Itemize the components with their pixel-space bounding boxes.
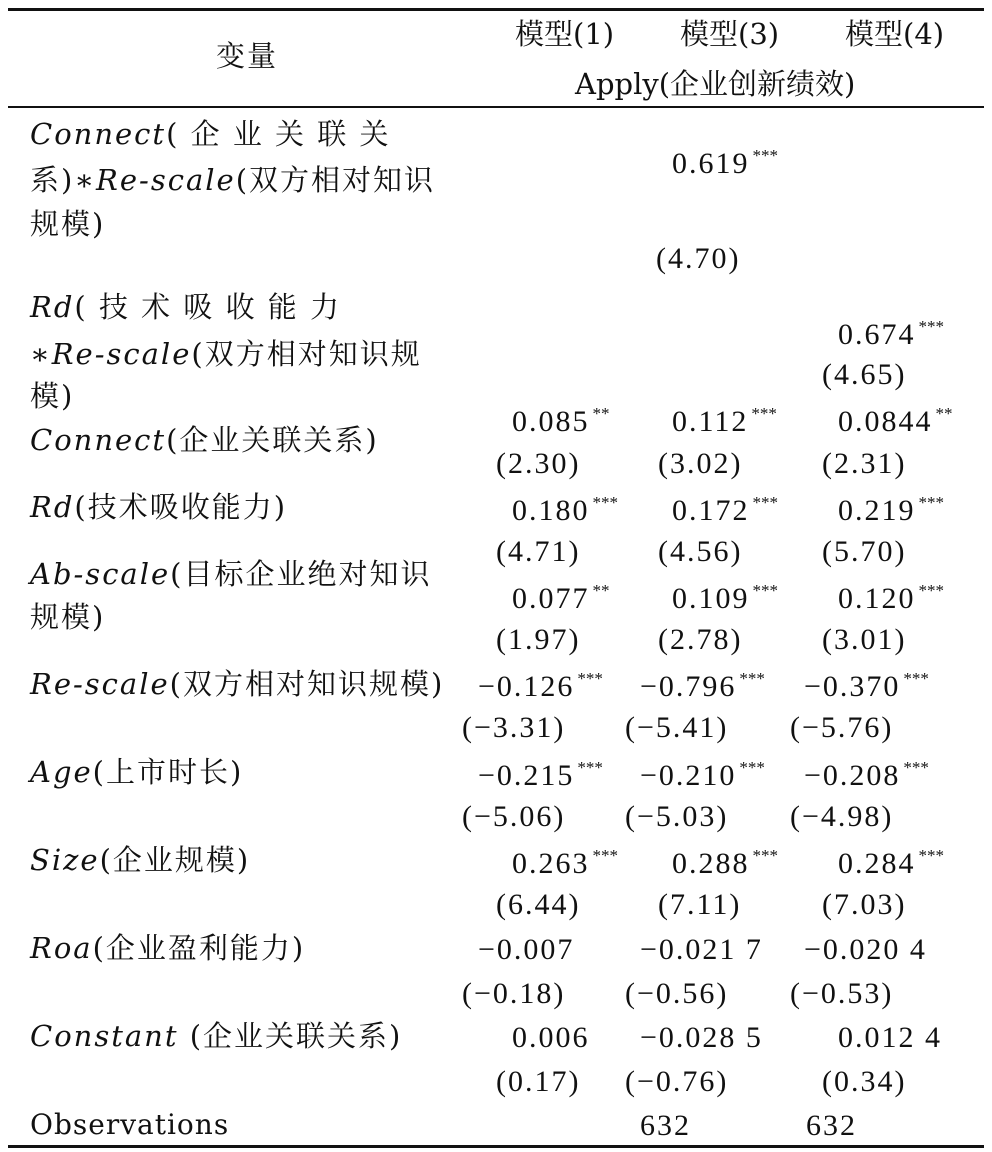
age-text: (上市时长) <box>92 755 244 789</box>
coef-value: 0.077 <box>512 582 590 615</box>
size-coef-m1 <box>512 847 618 879</box>
age-t-m1: (−5.06) <box>462 800 566 833</box>
age-t-m3: (−5.03) <box>625 800 729 833</box>
roa-coef-m3: −0.021 7 <box>640 933 763 966</box>
abscale-coef-m1 <box>512 582 610 614</box>
connect-interaction-label-line1 <box>30 117 391 151</box>
rd-italic: Rd <box>30 290 75 324</box>
abscale-italic: Ab-scale <box>30 557 171 591</box>
age-coef-m3 <box>640 759 765 791</box>
connect-interaction-coef <box>672 147 778 179</box>
coef-value: 0.263 <box>512 847 590 880</box>
abscale-t-m3: (2.78) <box>658 623 743 656</box>
header-rule <box>8 106 984 108</box>
size-t-m3: (7.11) <box>658 888 742 921</box>
rescale-italic: Re-scale <box>30 667 170 701</box>
coef-value: 0.0844 <box>838 405 933 438</box>
significance-stars: *** <box>903 758 929 777</box>
coef-value: 0.120 <box>838 582 916 615</box>
age-t-m4: (−4.98) <box>790 800 894 833</box>
size-italic: Size <box>30 843 100 877</box>
abscale-coef-m4 <box>838 582 944 614</box>
significance-stars: *** <box>751 404 777 423</box>
rescale-label <box>30 667 445 701</box>
coef-value: −0.370 <box>804 670 901 703</box>
rd-t-m4: (5.70) <box>822 535 907 568</box>
age-coef-m1 <box>478 759 603 791</box>
rd-italic: Rd <box>30 490 75 524</box>
rd-t-m3: (4.56) <box>658 535 743 568</box>
coef-value: 0.109 <box>672 582 750 615</box>
connect-interaction-text: ( 企 业 关 联 关 <box>166 117 391 151</box>
abscale-t-m4: (3.01) <box>822 623 907 656</box>
significance-stars: *** <box>592 846 618 865</box>
coef-value: 0.085 <box>512 405 590 438</box>
rd-interaction-t: (4.65) <box>822 358 907 391</box>
coef-value: 0.674 <box>838 318 916 351</box>
significance-stars: *** <box>918 317 944 336</box>
constant-coef-m3: −0.028 5 <box>640 1021 763 1054</box>
top-rule <box>8 8 984 11</box>
model-1-header: 模型(1) <box>515 17 615 51</box>
constant-t-m4: (0.34) <box>822 1065 907 1098</box>
significance-stars: *** <box>752 146 778 165</box>
significance-stars: *** <box>918 846 944 865</box>
connect-italic: Connect <box>30 423 167 457</box>
coef-value: 0.284 <box>838 847 916 880</box>
age-label <box>30 755 244 789</box>
rd-interaction-label-line1 <box>30 290 342 324</box>
coef-value: 0.112 <box>672 405 749 438</box>
coef-value: −0.208 <box>804 759 901 792</box>
age-italic: Age <box>30 755 93 789</box>
roa-text: (企业盈利能力) <box>92 931 306 965</box>
constant-t-m1: (0.17) <box>496 1065 581 1098</box>
connect-interaction-label-line3: 规模) <box>30 207 106 241</box>
roa-t-m3: (−0.56) <box>625 977 729 1010</box>
rescale-coef-m3 <box>640 670 765 702</box>
connect-text: (企业关联关系) <box>166 423 379 457</box>
roa-coef-m1: −0.007 <box>478 933 575 966</box>
rd-coef-m3 <box>672 494 778 526</box>
rd-interaction-label-line2 <box>30 337 422 371</box>
coef-value: −0.210 <box>640 759 737 792</box>
coef-value: −0.126 <box>478 670 575 703</box>
size-t-m1: (6.44) <box>496 888 581 921</box>
constant-text: (企业关联关系) <box>178 1019 403 1053</box>
significance-stars: *** <box>903 669 929 688</box>
model-4-header: 模型(4) <box>845 17 945 51</box>
rd-interaction-prefix: ∗ <box>30 337 52 371</box>
coef-value: 0.180 <box>512 494 590 527</box>
rd-text: (技术吸收能力) <box>74 490 288 524</box>
connect-italic: Connect <box>30 117 167 151</box>
connect-interaction-label-line2 <box>30 163 436 197</box>
significance-stars: ** <box>935 404 953 423</box>
rescale-t-m4: (−5.76) <box>790 711 894 744</box>
connect-coef-m3 <box>672 405 777 437</box>
roa-t-m1: (−0.18) <box>462 977 566 1010</box>
rescale-coef-m1 <box>478 670 603 702</box>
coef-value: −0.796 <box>640 670 737 703</box>
rescale-t-m1: (−3.31) <box>462 711 566 744</box>
rescale-text: (双方相对知识规模) <box>169 667 445 701</box>
abscale-label-line1 <box>30 557 432 591</box>
connect-coef-m1 <box>512 405 610 437</box>
significance-stars: *** <box>752 581 778 600</box>
coef-value: −0.215 <box>478 759 575 792</box>
roa-italic: Roa <box>30 931 93 965</box>
abscale-coef-m3 <box>672 582 778 614</box>
rd-coef-m4 <box>838 494 944 526</box>
rd-t-m1: (4.71) <box>496 535 581 568</box>
rd-interaction-label-line3: 模) <box>30 379 75 413</box>
significance-stars: *** <box>752 846 778 865</box>
significance-stars: ** <box>592 404 610 423</box>
rescale-italic: Re-scale <box>51 337 192 371</box>
variable-header: 变量 <box>216 39 279 73</box>
coef-value: 0.288 <box>672 847 750 880</box>
connect-t-m4: (2.31) <box>822 447 907 480</box>
abscale-text: (目标企业绝对知识 <box>170 557 432 591</box>
connect-interaction-tail: (双方相对知识 <box>235 163 436 197</box>
dependent-variable-header: Apply(企业创新绩效) <box>575 67 856 101</box>
observations-label: Observations <box>30 1108 230 1141</box>
significance-stars: *** <box>577 669 603 688</box>
rd-interaction-tail: (双方相对知识规 <box>191 337 422 371</box>
abscale-t-m1: (1.97) <box>496 623 581 656</box>
size-coef-m3 <box>672 847 778 879</box>
age-coef-m4 <box>804 759 929 791</box>
rd-interaction-text: ( 技 术 吸 收 能 力 <box>74 290 342 324</box>
significance-stars: *** <box>739 758 765 777</box>
significance-stars: *** <box>577 758 603 777</box>
rescale-italic: Re-scale <box>96 163 236 197</box>
size-label <box>30 843 251 877</box>
rescale-t-m3: (−5.41) <box>625 711 729 744</box>
size-text: (企业规模) <box>99 843 251 877</box>
constant-coef-m4: 0.012 4 <box>838 1021 942 1054</box>
size-t-m4: (7.03) <box>822 888 907 921</box>
observations-m4: 632 <box>806 1109 857 1142</box>
roa-coef-m4: −0.020 4 <box>804 933 927 966</box>
model-3-header: 模型(3) <box>680 17 780 51</box>
coef-value: 0.219 <box>838 494 916 527</box>
constant-label <box>30 1019 403 1053</box>
significance-stars: *** <box>592 493 618 512</box>
rd-interaction-coef <box>838 318 944 350</box>
constant-italic: Constant <box>30 1019 179 1053</box>
connect-t-m3: (3.02) <box>658 447 743 480</box>
connect-interaction-prefix: 系)∗ <box>30 163 97 197</box>
size-coef-m4 <box>838 847 944 879</box>
observations-m3: 632 <box>640 1109 691 1142</box>
coef-value: 0.619 <box>672 147 750 180</box>
connect-t-m1: (2.30) <box>496 447 581 480</box>
significance-stars: ** <box>592 581 610 600</box>
bottom-rule <box>8 1145 984 1148</box>
constant-coef-m1: 0.006 <box>512 1021 590 1054</box>
rd-coef-m1 <box>512 494 618 526</box>
connect-interaction-t: (4.70) <box>656 242 741 275</box>
roa-label <box>30 931 306 965</box>
significance-stars: *** <box>918 493 944 512</box>
significance-stars: *** <box>739 669 765 688</box>
connect-label <box>30 423 379 457</box>
significance-stars: *** <box>918 581 944 600</box>
rescale-coef-m4 <box>804 670 929 702</box>
significance-stars: *** <box>752 493 778 512</box>
constant-t-m3: (−0.76) <box>625 1065 729 1098</box>
connect-coef-m4 <box>838 405 953 437</box>
roa-t-m4: (−0.53) <box>790 977 894 1010</box>
coef-value: 0.172 <box>672 494 750 527</box>
abscale-label-line2: 规模) <box>30 600 106 634</box>
rd-label <box>30 490 288 524</box>
